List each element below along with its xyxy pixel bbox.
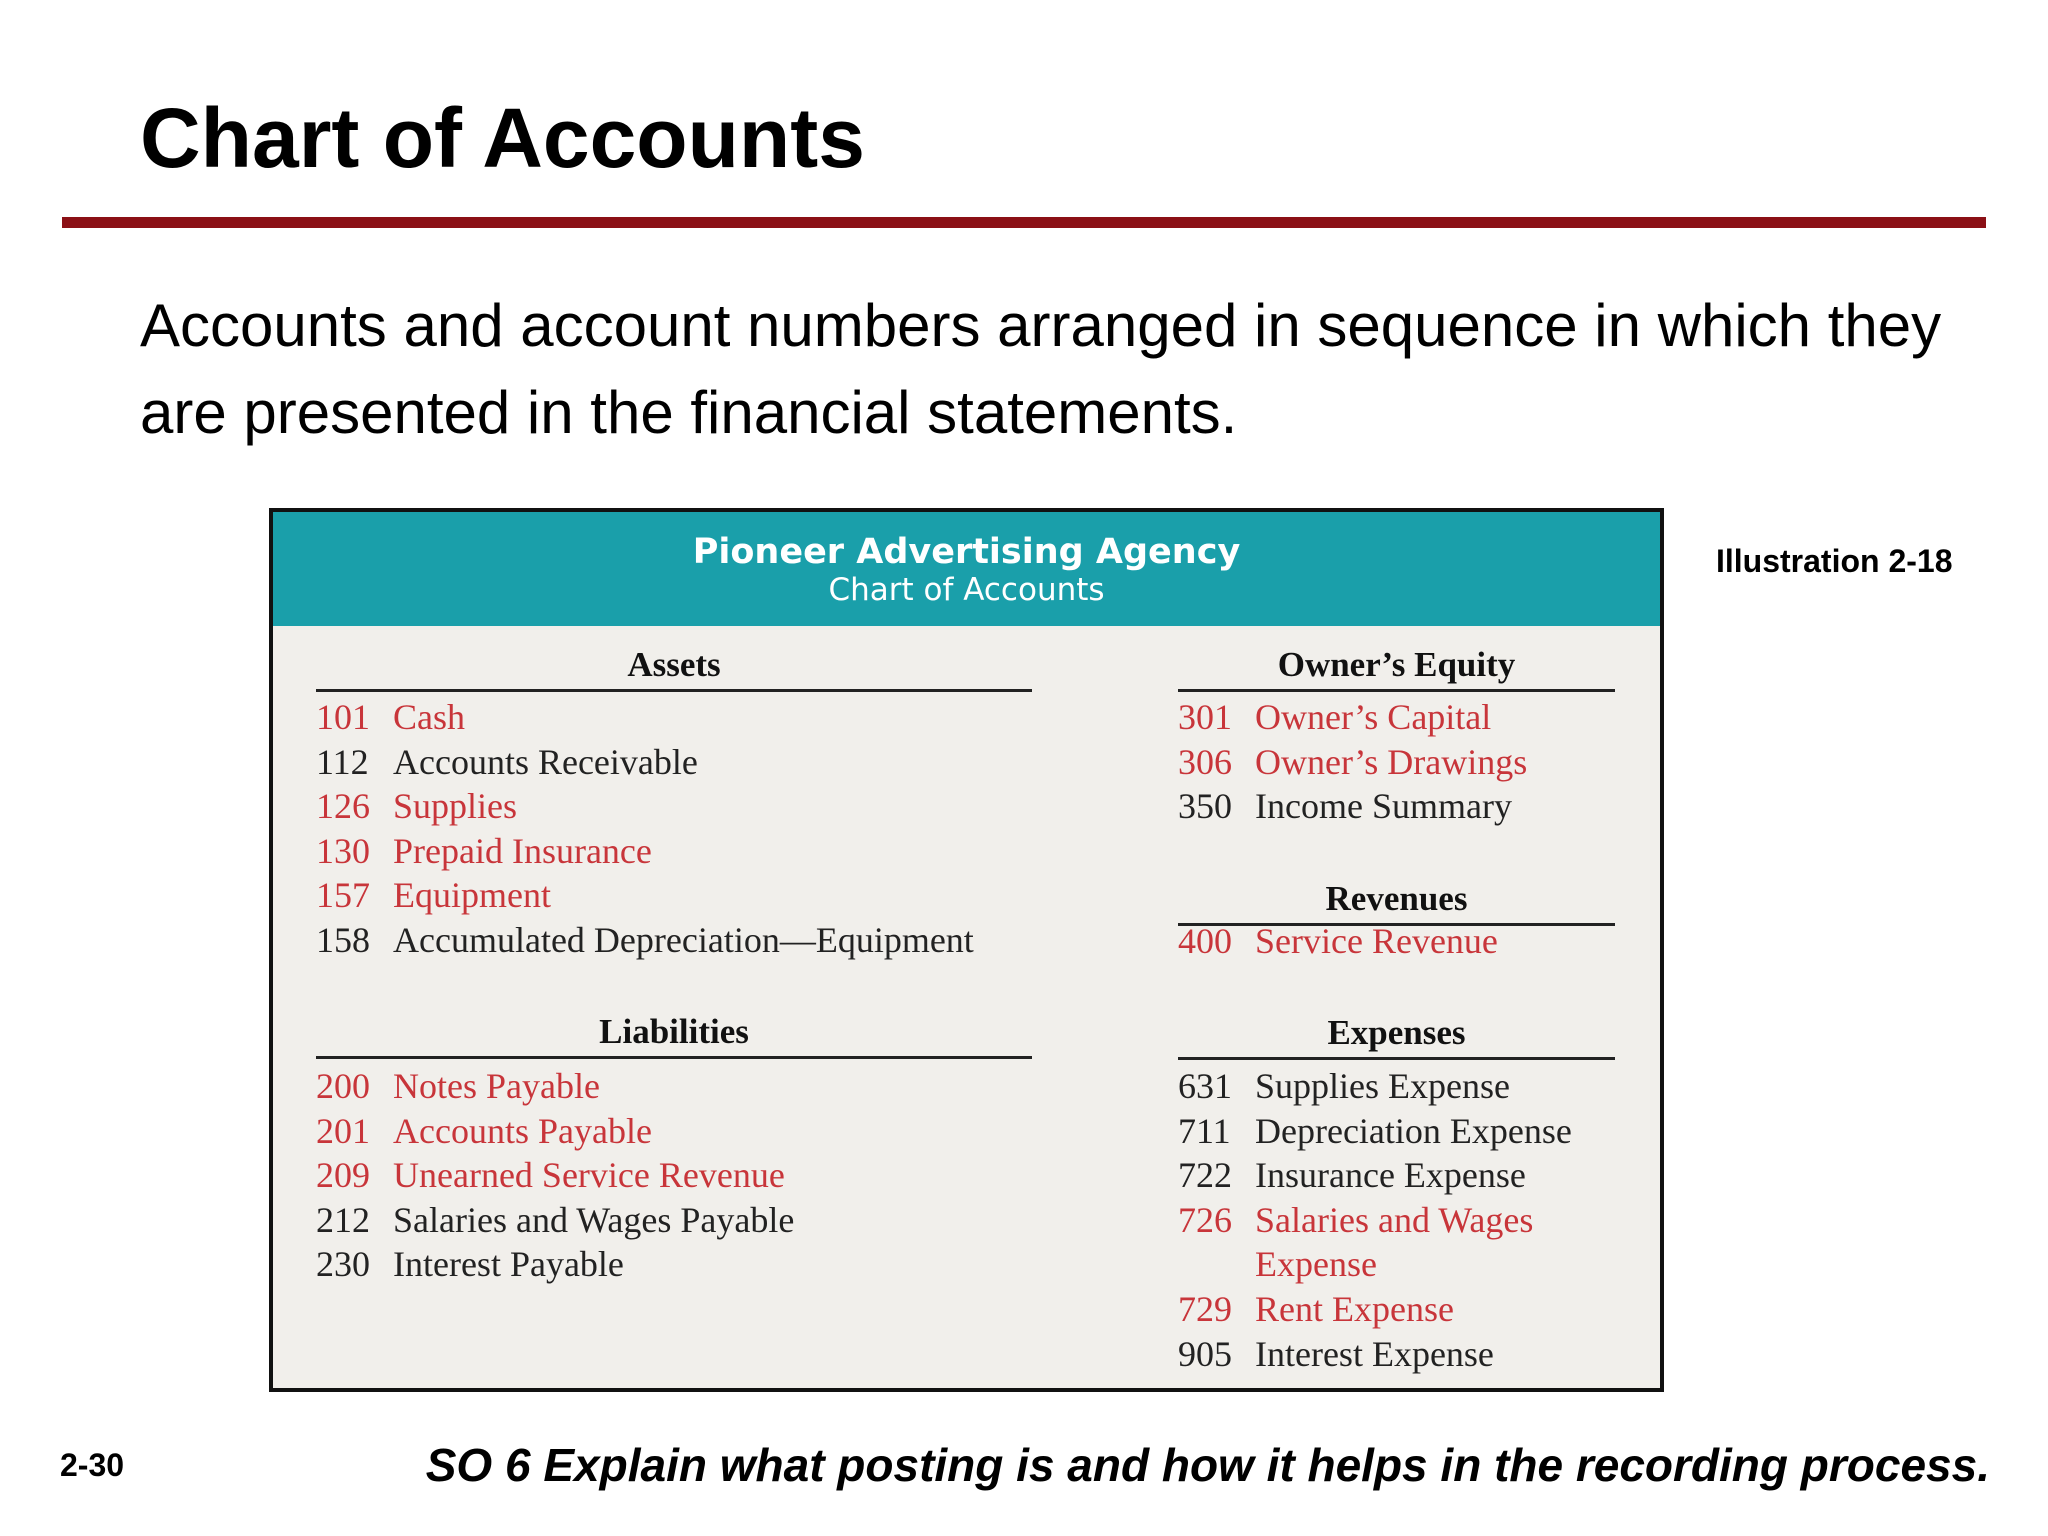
account-name-continuation: Expense: [1255, 1244, 1377, 1285]
account-number: 306: [1178, 741, 1232, 782]
account-row: [1178, 1332, 1572, 1377]
account-name: Supplies: [393, 786, 518, 827]
account-name: Insurance Expense: [1255, 1155, 1526, 1196]
company-name: Pioneer Advertising Agency: [692, 532, 1241, 572]
account-row: [1178, 695, 1527, 740]
account-name: Prepaid Insurance: [393, 830, 652, 871]
account-row: [1178, 1109, 1572, 1154]
figure-header: [273, 512, 1660, 626]
account-row: [316, 695, 974, 740]
account-name: Accounts Payable: [393, 1110, 652, 1151]
revenues-list: [1178, 919, 1498, 964]
account-name: Equipment: [393, 875, 551, 916]
account-name: Supplies Expense: [1255, 1066, 1510, 1106]
account-name: Cash: [393, 697, 465, 737]
account-number: 350: [1178, 786, 1232, 827]
assets-list: [316, 695, 974, 963]
study-objective: SO 6 Explain what posting is and how it helps in the recording process.: [425, 1439, 1990, 1491]
account-name: Rent Expense: [1255, 1288, 1454, 1329]
figure-heading: Chart of Accounts: [828, 572, 1105, 608]
account-number: 400: [1178, 921, 1232, 961]
account-name: Notes Payable: [393, 1066, 600, 1106]
account-number: 130: [316, 830, 370, 871]
account-number: 729: [1178, 1288, 1232, 1329]
account-row: [1178, 1198, 1572, 1243]
account-number: 209: [316, 1155, 370, 1196]
account-name: Income Summary: [1255, 786, 1512, 827]
account-row: [1178, 1064, 1572, 1109]
account-row: [316, 1242, 794, 1287]
account-number: 157: [316, 875, 370, 916]
account-row: [1178, 740, 1527, 785]
account-name: Service Revenue: [1255, 921, 1498, 961]
account-name: Salaries and Wages: [1255, 1199, 1534, 1240]
account-row: [316, 1153, 794, 1198]
section-header-revenues: Revenues: [1178, 876, 1615, 926]
account-name: Depreciation Expense: [1255, 1110, 1572, 1151]
account-row: [316, 918, 974, 963]
account-number: 905: [1178, 1333, 1232, 1374]
section-header-owners-equity: Owner’s Equity: [1178, 642, 1615, 692]
account-name: Unearned Service Revenue: [393, 1155, 785, 1196]
account-number: 230: [316, 1244, 370, 1285]
account-number: 201: [316, 1110, 370, 1151]
account-row: [316, 873, 974, 918]
account-number: 711: [1178, 1110, 1231, 1151]
account-name: Salaries and Wages Payable: [393, 1199, 795, 1240]
account-row: [316, 1064, 794, 1109]
liabilities-list: [316, 1064, 794, 1287]
section-header-liabilities: Liabilities: [316, 1009, 1032, 1059]
account-name: Interest Payable: [393, 1244, 624, 1285]
account-number: 101: [316, 697, 370, 737]
account-row: [316, 740, 974, 785]
owners-equity-list: [1178, 695, 1527, 829]
account-number: 726: [1178, 1199, 1232, 1240]
account-row: [316, 1109, 794, 1154]
slide-title: Chart of Accounts: [140, 91, 865, 185]
account-name: Owner’s Capital: [1255, 697, 1492, 737]
illustration-label: Illustration 2-18: [1716, 543, 1953, 579]
account-number: 200: [316, 1066, 370, 1106]
account-row: [316, 784, 974, 829]
account-name: Accumulated Depreciation—Equipment: [393, 919, 974, 960]
chart-of-accounts-figure: [269, 508, 1664, 1392]
section-header-expenses: Expenses: [1178, 1010, 1615, 1060]
section-header-assets: Assets: [316, 642, 1032, 692]
page-number: 2-30: [60, 1447, 125, 1483]
account-number: 112: [316, 741, 369, 782]
account-number: 126: [316, 786, 370, 827]
account-number: 631: [1178, 1066, 1232, 1106]
expenses-list: [1178, 1064, 1572, 1376]
account-row: [1178, 919, 1498, 964]
account-number: 212: [316, 1199, 370, 1240]
account-row: [316, 1198, 794, 1243]
account-name: Interest Expense: [1255, 1333, 1494, 1374]
slide-subtitle: Accounts and account numbers arranged in sequence in which they are presented in the financial statements.: [140, 292, 1942, 446]
title-divider: [62, 217, 1986, 228]
account-row: [1178, 1287, 1572, 1332]
account-row: [1178, 1153, 1572, 1198]
account-name: Owner’s Drawings: [1255, 741, 1528, 782]
account-row: [1178, 784, 1527, 829]
account-number: 722: [1178, 1155, 1232, 1196]
account-number: 158: [316, 919, 370, 960]
account-number: 301: [1178, 697, 1232, 737]
account-name: Accounts Receivable: [393, 741, 698, 782]
account-row: [316, 829, 974, 874]
